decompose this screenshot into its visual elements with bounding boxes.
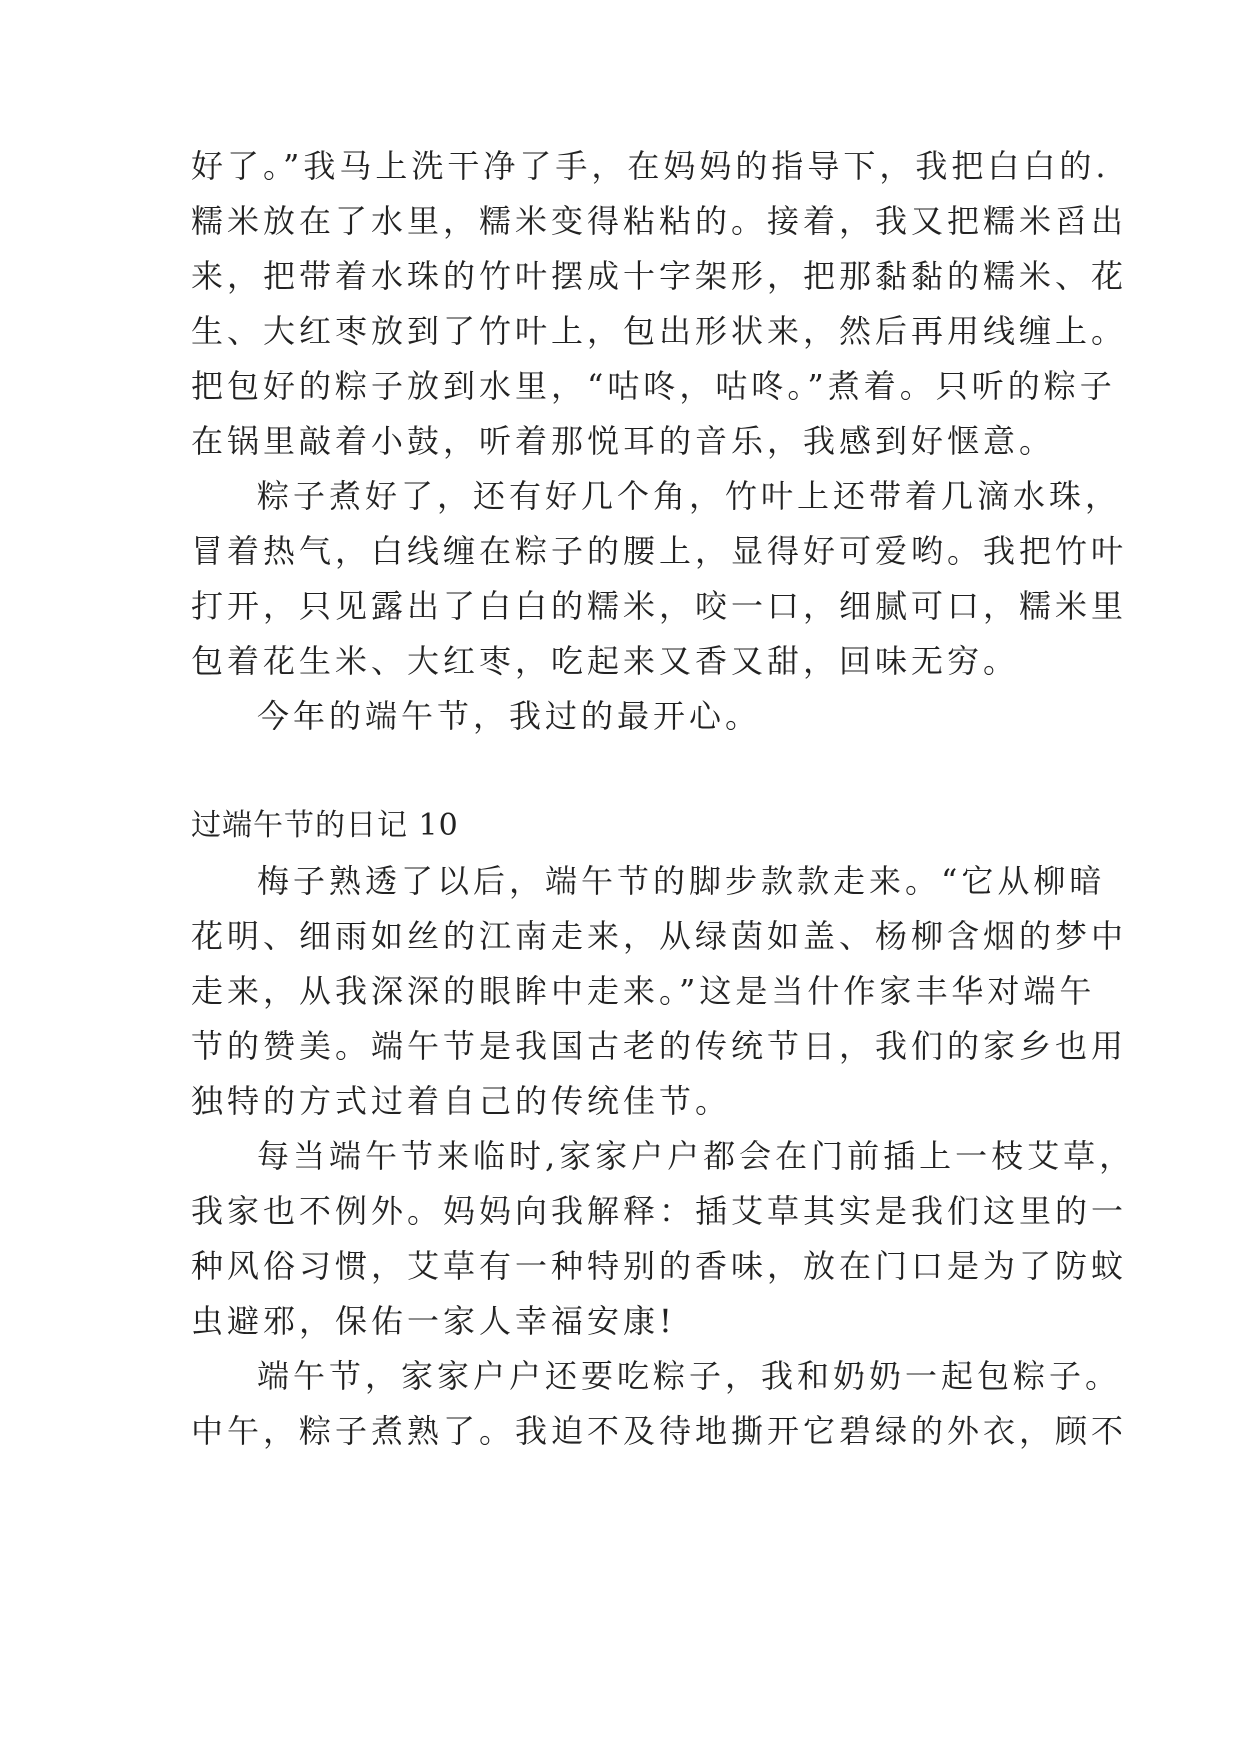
text-line: 虫避邪，保佑一家人幸福安康! bbox=[191, 1302, 676, 1340]
text-line: 我家也不例外。妈妈向我解释：插艾草其实是我们这里的一 bbox=[191, 1192, 1128, 1230]
text-line: 生、大红枣放到了竹叶上，包出形状来，然后再用线缠上。 bbox=[191, 312, 1128, 350]
text-line: 来，把带着水珠的竹叶摆成十字架形，把那黏黏的糯米、花 bbox=[191, 257, 1128, 295]
text-line: 端午节，家家户户还要吃粽子，我和奶奶一起包粽子。 bbox=[257, 1357, 1122, 1395]
text-line: 种风俗习惯，艾草有一种特别的香味，放在门口是为了防蚊 bbox=[191, 1247, 1128, 1285]
text-line: 走来，从我深深的眼眸中走来。”这是当什作家丰华对端午 bbox=[191, 972, 1096, 1010]
text-line: 中午，粽子煮熟了。我迫不及待地撕开它碧绿的外衣，顾不 bbox=[191, 1412, 1128, 1450]
text-line: 糯米放在了水里，糯米变得粘粘的。接着，我又把糯米舀出 bbox=[191, 202, 1128, 240]
text-line: 冒着热气，白线缠在粽子的腰上，显得好可爱哟。我把竹叶 bbox=[191, 532, 1128, 570]
text-line: 每当端午节来临时,家家户户都会在门前插上一枝艾草， bbox=[257, 1137, 1136, 1175]
text-line: 在锅里敲着小鼓，听着那悦耳的音乐，我感到好惬意。 bbox=[191, 422, 1056, 460]
text-line: 把包好的粽子放到水里，“咕咚，咕咚。”煮着。只听的粽子 bbox=[191, 367, 1116, 405]
text-line: 花明、细雨如丝的江南走来，从绿茵如盖、杨柳含烟的梦中 bbox=[191, 917, 1128, 955]
text-line: 独特的方式过着自己的传统佳节。 bbox=[191, 1082, 732, 1120]
text-line: 好了。”我马上洗干净了手，在妈妈的指导下，我把白白的. bbox=[191, 147, 1110, 185]
text-line: 粽子煮好了，还有好几个角，竹叶上还带着几滴水珠， bbox=[257, 477, 1122, 515]
text-line: 梅子熟透了以后，端午节的脚步款款走来。“它从柳暗 bbox=[257, 862, 1106, 900]
text-line: 包着花生米、大红枣，吃起来又香又甜，回味无穷。 bbox=[191, 642, 1020, 680]
section-heading: 过端午节的日记 10 bbox=[191, 808, 459, 843]
text-line: 节的赞美。端午节是我国古老的传统节日，我们的家乡也用 bbox=[191, 1027, 1128, 1065]
text-line: 打开，只见露出了白白的糯米，咬一口，细腻可口，糯米里 bbox=[191, 587, 1128, 625]
text-line: 今年的端午节，我过的最开心。 bbox=[257, 697, 762, 735]
